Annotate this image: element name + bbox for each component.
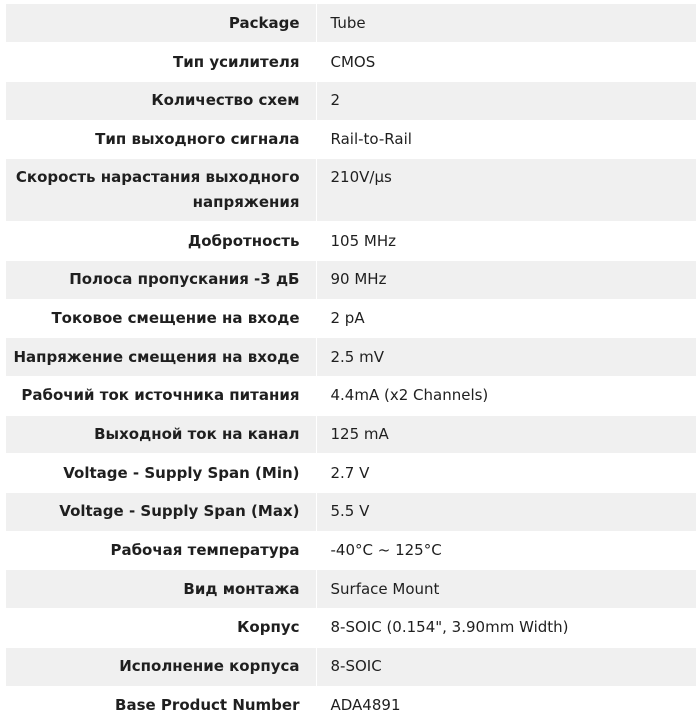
- spec-label: Voltage - Supply Span (Min): [6, 454, 316, 493]
- spec-row: [6, 493, 696, 532]
- spec-value: 2.7 V: [316, 454, 696, 493]
- spec-label: Токовое смещение на входе: [6, 299, 316, 338]
- spec-value: 8-SOIC: [316, 647, 696, 686]
- spec-label: Скорость нарастания выходного напряжения: [6, 159, 316, 222]
- spec-value: Surface Mount: [316, 570, 696, 609]
- spec-row: [6, 377, 696, 416]
- spec-value: -40°C ~ 125°C: [316, 531, 696, 570]
- spec-label: Вид монтажа: [6, 570, 316, 609]
- spec-label: Voltage - Supply Span (Max): [6, 493, 316, 532]
- spec-row: [6, 609, 696, 648]
- spec-value: ADA4891: [316, 686, 696, 725]
- spec-row: [6, 531, 696, 570]
- spec-row: [6, 647, 696, 686]
- spec-value: 105 MHz: [316, 222, 696, 261]
- spec-label: Полоса пропускания -3 дБ: [6, 260, 316, 299]
- spec-row: [6, 454, 696, 493]
- spec-row: [6, 222, 696, 261]
- spec-label: Добротность: [6, 222, 316, 261]
- spec-row: [6, 686, 696, 725]
- spec-row: [6, 120, 696, 159]
- specifications-table: [6, 4, 696, 725]
- spec-label: Рабочий ток источника питания: [6, 377, 316, 416]
- spec-value: 210V/µs: [316, 159, 696, 222]
- spec-row: [6, 415, 696, 454]
- spec-row: [6, 338, 696, 377]
- spec-label: Рабочая температура: [6, 531, 316, 570]
- spec-row: [6, 570, 696, 609]
- spec-label: Тип выходного сигнала: [6, 120, 316, 159]
- spec-value: 4.4mA (x2 Channels): [316, 377, 696, 416]
- spec-label: Исполнение корпуса: [6, 647, 316, 686]
- spec-label: Тип усилителя: [6, 43, 316, 82]
- spec-label: Количество схем: [6, 81, 316, 120]
- spec-value: Rail-to-Rail: [316, 120, 696, 159]
- spec-label: Base Product Number: [6, 686, 316, 725]
- spec-value: 8-SOIC (0.154", 3.90mm Width): [316, 609, 696, 648]
- spec-row: [6, 43, 696, 82]
- spec-row: [6, 4, 696, 43]
- spec-value: 2.5 mV: [316, 338, 696, 377]
- spec-row: [6, 299, 696, 338]
- spec-label: Корпус: [6, 609, 316, 648]
- spec-label: Выходной ток на канал: [6, 415, 316, 454]
- spec-value: 125 mA: [316, 415, 696, 454]
- spec-row: [6, 260, 696, 299]
- spec-value: 5.5 V: [316, 493, 696, 532]
- spec-value: 2: [316, 81, 696, 120]
- spec-value: 2 pA: [316, 299, 696, 338]
- spec-row: [6, 159, 696, 222]
- spec-label: Package: [6, 4, 316, 43]
- spec-value: CMOS: [316, 43, 696, 82]
- spec-row: [6, 81, 696, 120]
- spec-value: Tube: [316, 4, 696, 43]
- spec-label: Напряжение смещения на входе: [6, 338, 316, 377]
- spec-value: 90 MHz: [316, 260, 696, 299]
